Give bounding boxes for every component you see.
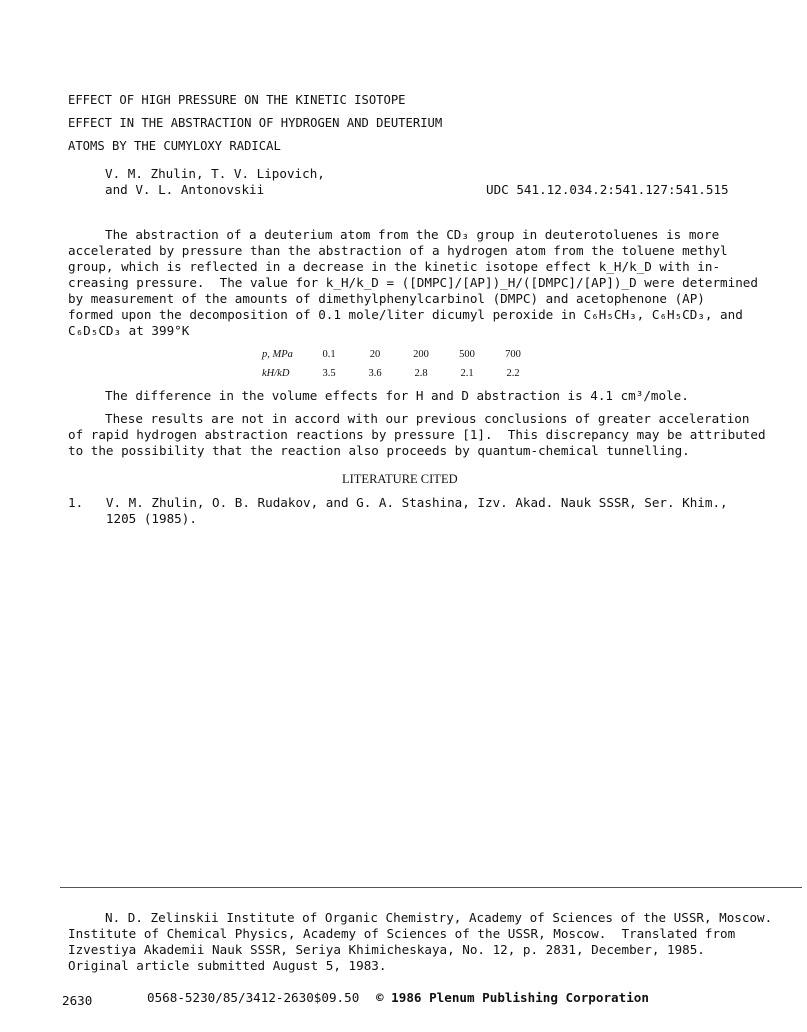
table-cell: 500 xyxy=(459,349,475,360)
table-cell: 700 xyxy=(505,349,521,360)
paragraph-3-line-1: These results are not in accord with our previous conclusions of greater acceleration xyxy=(105,411,750,426)
copyright-line: © 1986 Plenum Publishing Corporation xyxy=(376,990,649,1005)
abstract-line-3: group, which is reflected in a decrease in the kinetic isotope effect k_H/k_D with in- xyxy=(68,259,721,274)
authors-line-2: and V. L. Antonovskii xyxy=(105,182,265,197)
table-cell: 3.5 xyxy=(322,368,336,379)
pressure-isotope-table xyxy=(262,345,536,383)
row-label-ratio: kH/kD xyxy=(262,368,290,379)
table-cell: 2.8 xyxy=(414,368,428,379)
abstract-line-2: accelerated by pressure than the abstraction of a hydrogen atom from the toluene methyl xyxy=(68,243,728,258)
table-cell: 0.1 xyxy=(322,349,336,360)
page-number: 2630 xyxy=(62,993,93,1008)
paragraph-volume-effects: The difference in the volume effects for H and D abstraction is 4.1 cm³/mole. xyxy=(105,388,689,403)
row-label-pressure: p, MPa xyxy=(262,349,293,360)
table-row-ratio xyxy=(262,364,536,383)
table-cell: 2.2 xyxy=(506,368,520,379)
footnote-divider xyxy=(60,887,802,888)
abstract-line-7: C₆D₅CD₃ at 399°K xyxy=(68,323,190,338)
authors-line-1: V. M. Zhulin, T. V. Lipovich, xyxy=(105,166,325,181)
paragraph-3-line-3: to the possibility that the reaction also proceeds by quantum-chemical tunnelling. xyxy=(68,443,690,458)
article-code: 0568-5230/85/3412-2630$09.50 xyxy=(147,990,360,1005)
footnote-line-2: Institute of Chemical Physics, Academy of Sciences of the USSR, Moscow. Translated from xyxy=(68,926,736,941)
title-line-3: ATOMS BY THE CUMYLOXY RADICAL xyxy=(68,139,281,153)
abstract-line-1: The abstraction of a deuterium atom from the CD₃ group in deuterotoluenes is more xyxy=(105,227,720,242)
paragraph-3-line-2: of rapid hydrogen abstraction reactions by pressure [1]. This discrepancy may be attributed xyxy=(68,427,766,442)
table-cell: 200 xyxy=(413,349,429,360)
abstract-line-5: by measurement of the amounts of dimethylphenylcarbinol (DMPC) and acetophenone (AP) xyxy=(68,291,705,306)
table-cell: 3.6 xyxy=(368,368,382,379)
abstract-line-4: creasing pressure. The value for k_H/k_D = ([DMPC]/[AP])_H/([DMPC]/[AP])_D were determined xyxy=(68,275,758,290)
literature-heading: LITERATURE CITED xyxy=(342,472,458,486)
table-cell: 2.1 xyxy=(460,368,474,379)
footnote-line-4: Original article submitted August 5, 1983. xyxy=(68,958,387,973)
table-cell: 20 xyxy=(369,349,381,360)
footnote-line-3: Izvestiya Akademii Nauk SSSR, Seriya Khimicheskaya, No. 12, p. 2831, December, 1985. xyxy=(68,942,705,957)
footnote-line-1: N. D. Zelinskii Institute of Organic Chemistry, Academy of Sciences of the USSR, Moscow. xyxy=(105,910,773,925)
title-line-2: EFFECT IN THE ABSTRACTION OF HYDROGEN AND DEUTERIUM xyxy=(68,116,443,130)
reference-1-line-2: 1205 (1985). xyxy=(68,511,197,526)
title-line-1: EFFECT OF HIGH PRESSURE ON THE KINETIC ISOTOPE xyxy=(68,93,406,107)
table-row-pressure xyxy=(262,345,536,364)
abstract-line-6: formed upon the decomposition of 0.1 mole/liter dicumyl peroxide in C₆H₅CH₃, C₆H₅CD₃, and xyxy=(68,307,743,322)
udc-code: UDC 541.12.034.2:541.127:541.515 xyxy=(486,182,729,197)
reference-1-line-1: 1. V. M. Zhulin, O. B. Rudakov, and G. A. Stashina, Izv. Akad. Nauk SSSR, Ser. Khim., xyxy=(68,495,728,510)
